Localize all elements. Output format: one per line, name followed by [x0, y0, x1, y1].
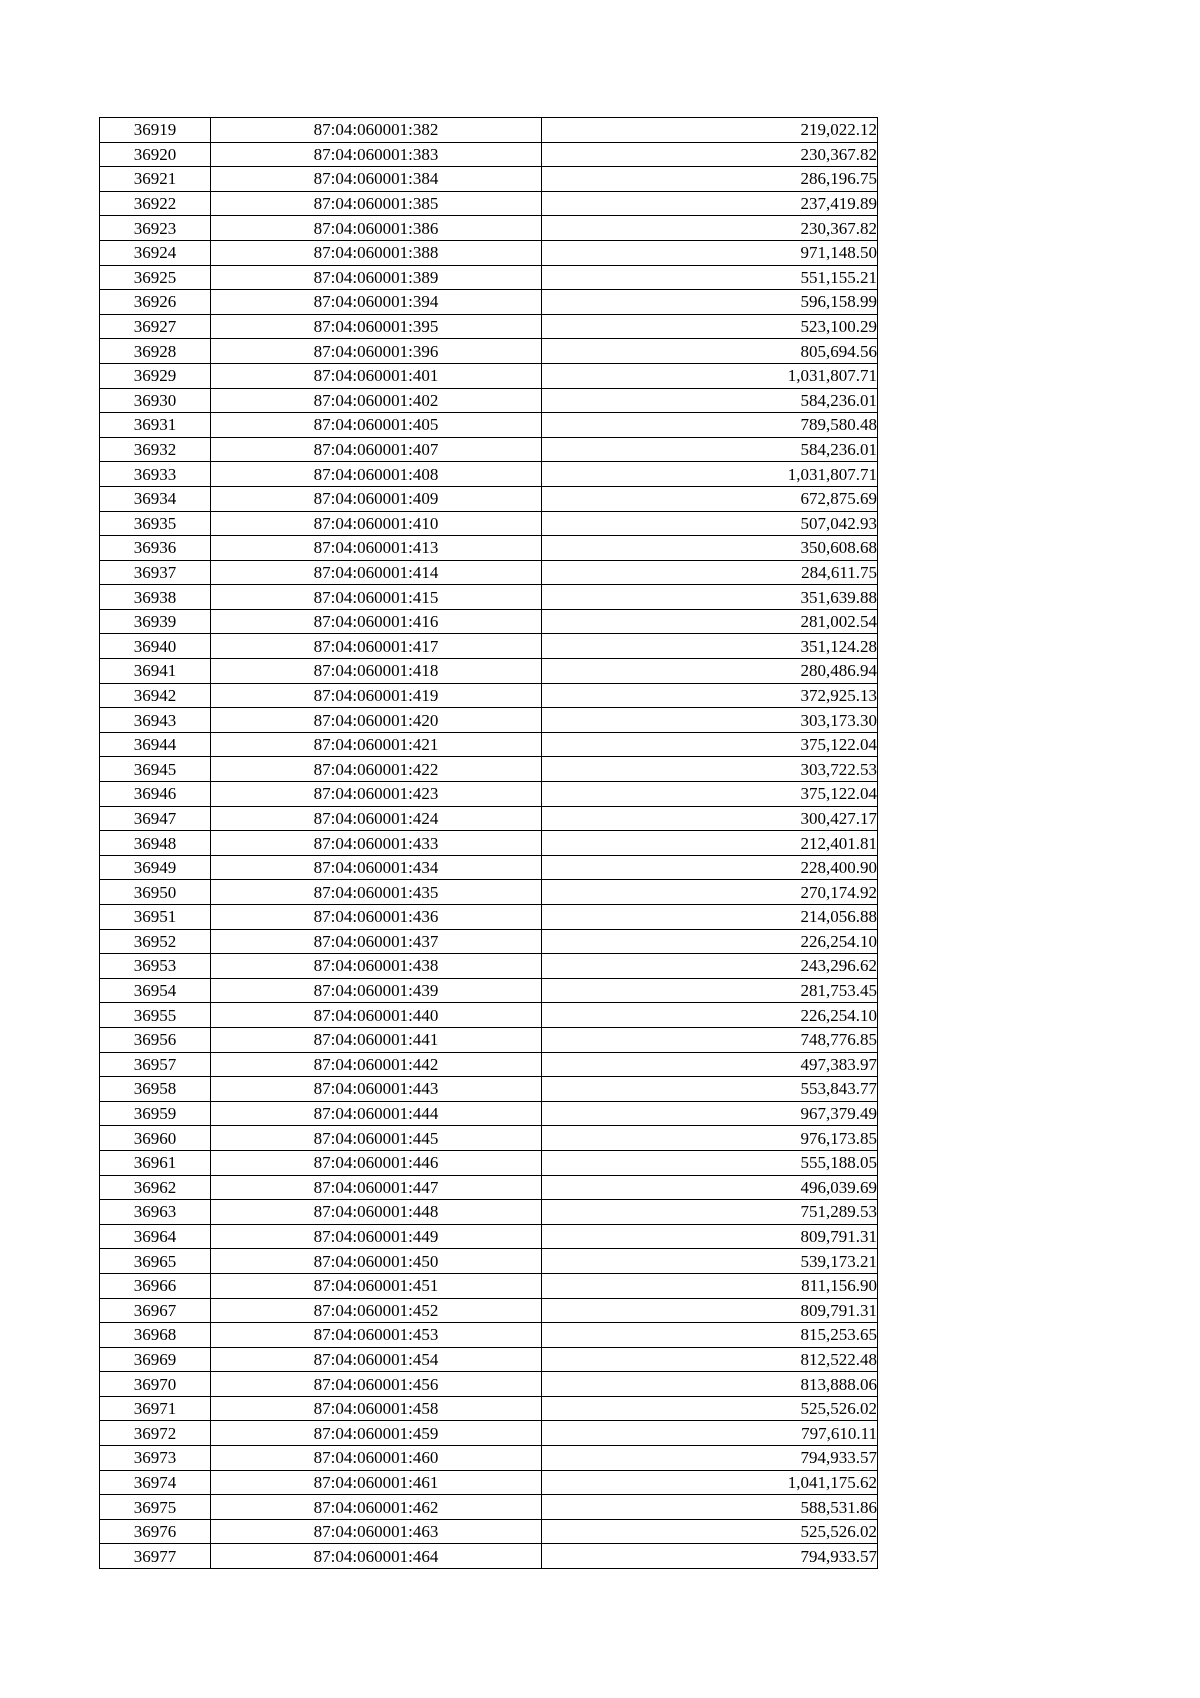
- cadastral-number-cell: 87:04:060001:402: [211, 388, 542, 413]
- table-body: [100, 118, 878, 1569]
- table-row: [100, 191, 878, 216]
- table-row: [100, 683, 878, 708]
- cadastral-number-cell: 87:04:060001:447: [211, 1175, 542, 1200]
- row-number-cell: 36950: [100, 880, 211, 905]
- cadastral-value-cell: 351,124.28: [542, 634, 878, 659]
- table-row: [100, 290, 878, 315]
- row-number-cell: 36927: [100, 314, 211, 339]
- table-row: [100, 806, 878, 831]
- cadastral-value-cell: 588,531.86: [542, 1495, 878, 1520]
- cadastral-value-cell: 351,639.88: [542, 585, 878, 610]
- row-number-cell: 36930: [100, 388, 211, 413]
- cadastral-value-cell: 226,254.10: [542, 1003, 878, 1028]
- row-number-cell: 36936: [100, 536, 211, 561]
- cadastral-number-cell: 87:04:060001:453: [211, 1323, 542, 1348]
- table-row: [100, 1003, 878, 1028]
- row-number-cell: 36973: [100, 1446, 211, 1471]
- row-number-cell: 36934: [100, 486, 211, 511]
- cadastral-number-cell: 87:04:060001:418: [211, 659, 542, 684]
- table-row: [100, 708, 878, 733]
- table-row: [100, 1052, 878, 1077]
- table-row: [100, 782, 878, 807]
- cadastral-number-cell: 87:04:060001:415: [211, 585, 542, 610]
- cadastral-number-cell: 87:04:060001:421: [211, 732, 542, 757]
- cadastral-number-cell: 87:04:060001:395: [211, 314, 542, 339]
- cadastral-number-cell: 87:04:060001:442: [211, 1052, 542, 1077]
- cadastral-number-cell: 87:04:060001:439: [211, 978, 542, 1003]
- cadastral-value-cell: 551,155.21: [542, 265, 878, 290]
- row-number-cell: 36961: [100, 1150, 211, 1175]
- table-row: [100, 1446, 878, 1471]
- cadastral-number-cell: 87:04:060001:422: [211, 757, 542, 782]
- cadastral-number-cell: 87:04:060001:410: [211, 511, 542, 536]
- row-number-cell: 36952: [100, 929, 211, 954]
- table-row: [100, 732, 878, 757]
- row-number-cell: 36977: [100, 1544, 211, 1569]
- cadastral-number-cell: 87:04:060001:436: [211, 905, 542, 930]
- row-number-cell: 36935: [100, 511, 211, 536]
- row-number-cell: 36948: [100, 831, 211, 856]
- table-row: [100, 167, 878, 192]
- row-number-cell: 36962: [100, 1175, 211, 1200]
- cadastral-value-cell: 815,253.65: [542, 1323, 878, 1348]
- table-row: [100, 388, 878, 413]
- cadastral-value-cell: 971,148.50: [542, 240, 878, 265]
- row-number-cell: 36975: [100, 1495, 211, 1520]
- cadastral-number-cell: 87:04:060001:458: [211, 1396, 542, 1421]
- cadastral-number-cell: 87:04:060001:414: [211, 560, 542, 585]
- table-row: [100, 1544, 878, 1569]
- cadastral-value-cell: 596,158.99: [542, 290, 878, 315]
- row-number-cell: 36938: [100, 585, 211, 610]
- row-number-cell: 36931: [100, 413, 211, 438]
- row-number-cell: 36944: [100, 732, 211, 757]
- row-number-cell: 36922: [100, 191, 211, 216]
- cadastral-number-cell: 87:04:060001:456: [211, 1372, 542, 1397]
- cadastral-number-cell: 87:04:060001:441: [211, 1027, 542, 1052]
- cadastral-number-cell: 87:04:060001:461: [211, 1470, 542, 1495]
- row-number-cell: 36926: [100, 290, 211, 315]
- cadastral-value-cell: 286,196.75: [542, 167, 878, 192]
- table-row: [100, 413, 878, 438]
- cadastral-number-cell: 87:04:060001:444: [211, 1101, 542, 1126]
- cadastral-value-cell: 212,401.81: [542, 831, 878, 856]
- table-row: [100, 659, 878, 684]
- cadastral-value-cell: 280,486.94: [542, 659, 878, 684]
- cadastral-value-cell: 300,427.17: [542, 806, 878, 831]
- cadastral-value-cell: 805,694.56: [542, 339, 878, 364]
- row-number-cell: 36920: [100, 142, 211, 167]
- cadastral-number-cell: 87:04:060001:443: [211, 1077, 542, 1102]
- row-number-cell: 36937: [100, 560, 211, 585]
- cadastral-number-cell: 87:04:060001:464: [211, 1544, 542, 1569]
- cadastral-number-cell: 87:04:060001:433: [211, 831, 542, 856]
- cadastral-number-cell: 87:04:060001:454: [211, 1347, 542, 1372]
- cadastral-number-cell: 87:04:060001:417: [211, 634, 542, 659]
- table-row: [100, 757, 878, 782]
- row-number-cell: 36974: [100, 1470, 211, 1495]
- row-number-cell: 36968: [100, 1323, 211, 1348]
- cadastral-value-cell: 797,610.11: [542, 1421, 878, 1446]
- table-row: [100, 1175, 878, 1200]
- row-number-cell: 36972: [100, 1421, 211, 1446]
- cadastral-number-cell: 87:04:060001:448: [211, 1200, 542, 1225]
- row-number-cell: 36964: [100, 1224, 211, 1249]
- cadastral-number-cell: 87:04:060001:434: [211, 855, 542, 880]
- cadastral-number-cell: 87:04:060001:408: [211, 462, 542, 487]
- row-number-cell: 36960: [100, 1126, 211, 1151]
- table-row: [100, 511, 878, 536]
- cadastral-number-cell: 87:04:060001:384: [211, 167, 542, 192]
- table-row: [100, 118, 878, 143]
- row-number-cell: 36971: [100, 1396, 211, 1421]
- cadastral-value-cell: 525,526.02: [542, 1519, 878, 1544]
- table-row: [100, 216, 878, 241]
- cadastral-number-cell: 87:04:060001:445: [211, 1126, 542, 1151]
- table-row: [100, 339, 878, 364]
- table-row: [100, 536, 878, 561]
- row-number-cell: 36945: [100, 757, 211, 782]
- cadastral-value-cell: 539,173.21: [542, 1249, 878, 1274]
- cadastral-number-cell: 87:04:060001:440: [211, 1003, 542, 1028]
- cadastral-value-cell: 219,022.12: [542, 118, 878, 143]
- table-row: [100, 978, 878, 1003]
- row-number-cell: 36953: [100, 954, 211, 979]
- cadastral-value-cell: 748,776.85: [542, 1027, 878, 1052]
- cadastral-value-cell: 555,188.05: [542, 1150, 878, 1175]
- table-row: [100, 1126, 878, 1151]
- cadastral-value-cell: 230,367.82: [542, 216, 878, 241]
- cadastral-value-cell: 523,100.29: [542, 314, 878, 339]
- cadastral-value-cell: 809,791.31: [542, 1298, 878, 1323]
- cadastral-number-cell: 87:04:060001:389: [211, 265, 542, 290]
- table-row: [100, 855, 878, 880]
- cadastral-value-cell: 497,383.97: [542, 1052, 878, 1077]
- table-row: [100, 1273, 878, 1298]
- table-row: [100, 831, 878, 856]
- table-row: [100, 1200, 878, 1225]
- cadastral-value-cell: 230,367.82: [542, 142, 878, 167]
- cadastral-value-cell: 243,296.62: [542, 954, 878, 979]
- table-row: [100, 240, 878, 265]
- row-number-cell: 36949: [100, 855, 211, 880]
- cadastral-value-cell: 350,608.68: [542, 536, 878, 561]
- row-number-cell: 36958: [100, 1077, 211, 1102]
- row-number-cell: 36963: [100, 1200, 211, 1225]
- cadastral-value-cell: 375,122.04: [542, 782, 878, 807]
- cadastral-number-cell: 87:04:060001:424: [211, 806, 542, 831]
- table-row: [100, 1077, 878, 1102]
- table-row: [100, 954, 878, 979]
- cadastral-value-cell: 1,031,807.71: [542, 363, 878, 388]
- table-row: [100, 363, 878, 388]
- cadastral-value-cell: 811,156.90: [542, 1273, 878, 1298]
- cadastral-value-cell: 976,173.85: [542, 1126, 878, 1151]
- cadastral-value-cell: 214,056.88: [542, 905, 878, 930]
- cadastral-number-cell: 87:04:060001:451: [211, 1273, 542, 1298]
- cadastral-number-cell: 87:04:060001:459: [211, 1421, 542, 1446]
- cadastral-number-cell: 87:04:060001:385: [211, 191, 542, 216]
- table-row: [100, 880, 878, 905]
- cadastral-number-cell: 87:04:060001:386: [211, 216, 542, 241]
- table-row: [100, 1249, 878, 1274]
- cadastral-value-cell: 1,031,807.71: [542, 462, 878, 487]
- cadastral-number-cell: 87:04:060001:437: [211, 929, 542, 954]
- table-row: [100, 634, 878, 659]
- cadastral-value-cell: 584,236.01: [542, 437, 878, 462]
- table-row: [100, 905, 878, 930]
- row-number-cell: 36959: [100, 1101, 211, 1126]
- row-number-cell: 36921: [100, 167, 211, 192]
- cadastral-value-cell: 813,888.06: [542, 1372, 878, 1397]
- cadastral-value-cell: 375,122.04: [542, 732, 878, 757]
- row-number-cell: 36925: [100, 265, 211, 290]
- table-row: [100, 609, 878, 634]
- cadastral-value-cell: 496,039.69: [542, 1175, 878, 1200]
- table-row: [100, 1372, 878, 1397]
- cadastral-number-cell: 87:04:060001:413: [211, 536, 542, 561]
- row-number-cell: 36956: [100, 1027, 211, 1052]
- table-row: [100, 1298, 878, 1323]
- cadastral-value-cell: 270,174.92: [542, 880, 878, 905]
- table-row: [100, 1027, 878, 1052]
- cadastral-number-cell: 87:04:060001:460: [211, 1446, 542, 1471]
- row-number-cell: 36947: [100, 806, 211, 831]
- cadastral-value-cell: 967,379.49: [542, 1101, 878, 1126]
- table-row: [100, 1347, 878, 1372]
- row-number-cell: 36942: [100, 683, 211, 708]
- row-number-cell: 36924: [100, 240, 211, 265]
- row-number-cell: 36940: [100, 634, 211, 659]
- cadastral-number-cell: 87:04:060001:449: [211, 1224, 542, 1249]
- row-number-cell: 36967: [100, 1298, 211, 1323]
- table-row: [100, 1470, 878, 1495]
- cadastral-value-cell: 794,933.57: [542, 1446, 878, 1471]
- cadastral-value-cell: 237,419.89: [542, 191, 878, 216]
- cadastral-number-cell: 87:04:060001:394: [211, 290, 542, 315]
- table-row: [100, 1323, 878, 1348]
- cadastral-number-cell: 87:04:060001:446: [211, 1150, 542, 1175]
- cadastral-number-cell: 87:04:060001:463: [211, 1519, 542, 1544]
- cadastral-value-cell: 672,875.69: [542, 486, 878, 511]
- cadastral-value-cell: 1,041,175.62: [542, 1470, 878, 1495]
- cadastral-number-cell: 87:04:060001:435: [211, 880, 542, 905]
- table-row: [100, 1150, 878, 1175]
- table-row: [100, 1519, 878, 1544]
- cadastral-value-cell: 794,933.57: [542, 1544, 878, 1569]
- row-number-cell: 36955: [100, 1003, 211, 1028]
- row-number-cell: 36929: [100, 363, 211, 388]
- cadastral-number-cell: 87:04:060001:450: [211, 1249, 542, 1274]
- row-number-cell: 36919: [100, 118, 211, 143]
- cadastral-value-cell: 525,526.02: [542, 1396, 878, 1421]
- cadastral-number-cell: 87:04:060001:407: [211, 437, 542, 462]
- cadastral-number-cell: 87:04:060001:423: [211, 782, 542, 807]
- cadastral-value-cell: 553,843.77: [542, 1077, 878, 1102]
- cadastral-value-cell: 303,722.53: [542, 757, 878, 782]
- cadastral-value-cell: 303,173.30: [542, 708, 878, 733]
- cadastral-number-cell: 87:04:060001:438: [211, 954, 542, 979]
- cadastral-value-cell: 281,002.54: [542, 609, 878, 634]
- cadastral-value-cell: 228,400.90: [542, 855, 878, 880]
- cadastral-number-cell: 87:04:060001:416: [211, 609, 542, 634]
- cadastral-number-cell: 87:04:060001:409: [211, 486, 542, 511]
- cadastral-value-cell: 812,522.48: [542, 1347, 878, 1372]
- table-row: [100, 1224, 878, 1249]
- row-number-cell: 36966: [100, 1273, 211, 1298]
- table-row: [100, 1495, 878, 1520]
- cadastral-number-cell: 87:04:060001:405: [211, 413, 542, 438]
- table-row: [100, 265, 878, 290]
- row-number-cell: 36939: [100, 609, 211, 634]
- row-number-cell: 36969: [100, 1347, 211, 1372]
- row-number-cell: 36928: [100, 339, 211, 364]
- table-row: [100, 1396, 878, 1421]
- cadastral-value-cell: 372,925.13: [542, 683, 878, 708]
- row-number-cell: 36957: [100, 1052, 211, 1077]
- cadastral-value-cell: 281,753.45: [542, 978, 878, 1003]
- cadastral-number-cell: 87:04:060001:383: [211, 142, 542, 167]
- table-row: [100, 486, 878, 511]
- table-row: [100, 585, 878, 610]
- table-row: [100, 142, 878, 167]
- cadastral-value-cell: 789,580.48: [542, 413, 878, 438]
- cadastral-number-cell: 87:04:060001:452: [211, 1298, 542, 1323]
- row-number-cell: 36943: [100, 708, 211, 733]
- cadastral-value-cell: 751,289.53: [542, 1200, 878, 1225]
- cadastral-number-cell: 87:04:060001:419: [211, 683, 542, 708]
- row-number-cell: 36951: [100, 905, 211, 930]
- table-row: [100, 314, 878, 339]
- row-number-cell: 36923: [100, 216, 211, 241]
- cadastral-value-cell: 584,236.01: [542, 388, 878, 413]
- table-row: [100, 560, 878, 585]
- cadastral-value-cell: 507,042.93: [542, 511, 878, 536]
- cadastral-number-cell: 87:04:060001:401: [211, 363, 542, 388]
- cadastral-number-cell: 87:04:060001:382: [211, 118, 542, 143]
- cadastral-number-cell: 87:04:060001:396: [211, 339, 542, 364]
- row-number-cell: 36976: [100, 1519, 211, 1544]
- cadastral-value-cell: 284,611.75: [542, 560, 878, 585]
- row-number-cell: 36932: [100, 437, 211, 462]
- cadastral-number-cell: 87:04:060001:462: [211, 1495, 542, 1520]
- table-row: [100, 1101, 878, 1126]
- row-number-cell: 36933: [100, 462, 211, 487]
- cadastral-number-cell: 87:04:060001:388: [211, 240, 542, 265]
- row-number-cell: 36965: [100, 1249, 211, 1274]
- table-row: [100, 462, 878, 487]
- row-number-cell: 36954: [100, 978, 211, 1003]
- cadastral-number-cell: 87:04:060001:420: [211, 708, 542, 733]
- row-number-cell: 36941: [100, 659, 211, 684]
- table-row: [100, 929, 878, 954]
- table-row: [100, 1421, 878, 1446]
- row-number-cell: 36946: [100, 782, 211, 807]
- cadastral-value-cell: 226,254.10: [542, 929, 878, 954]
- cadastral-value-cell: 809,791.31: [542, 1224, 878, 1249]
- cadastral-value-table: [99, 117, 878, 1569]
- row-number-cell: 36970: [100, 1372, 211, 1397]
- table-row: [100, 437, 878, 462]
